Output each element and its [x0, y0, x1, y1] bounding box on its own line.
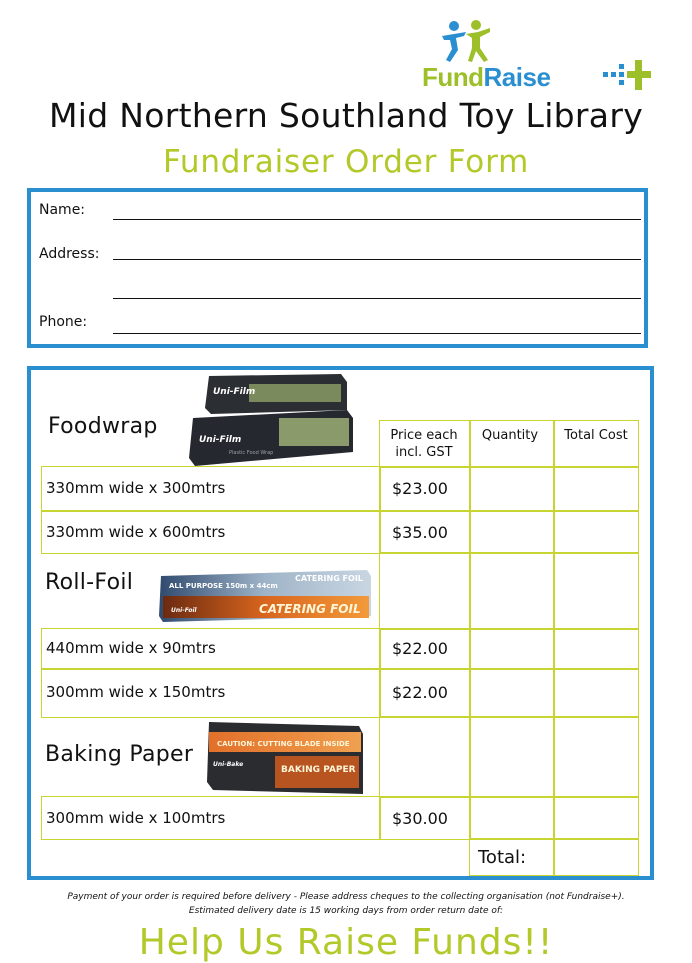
- item-description: 440mm wide x 90mtrs: [46, 639, 216, 657]
- foodwrap-boxes-image: [189, 374, 354, 468]
- total-cost-input[interactable]: [553, 510, 639, 554]
- svg-text:ALL PURPOSE 150m x 44cm: ALL PURPOSE 150m x 44cm: [169, 582, 278, 590]
- item-description: 330mm wide x 300mtrs: [46, 479, 226, 497]
- svg-text:Uni-Bake: Uni-Bake: [213, 761, 244, 768]
- item-price: $22.00: [392, 639, 448, 658]
- delivery-note: Estimated delivery date is 15 working days from order return date of:: [188, 906, 504, 916]
- total-column-label: Total Cost: [564, 428, 628, 443]
- total-cost-input[interactable]: [553, 796, 639, 840]
- price-cell-empty: [379, 716, 471, 798]
- quantity-input[interactable]: [469, 796, 555, 840]
- logo-raise-text: Raise: [483, 62, 551, 92]
- svg-text:CATERING FOIL: CATERING FOIL: [259, 602, 361, 616]
- quantity-cell-empty: [469, 552, 555, 630]
- price-column-label: Price each incl. GST: [390, 428, 458, 460]
- price-cell: [379, 668, 471, 718]
- total-label: Total:: [478, 847, 527, 868]
- fundraise-logo: [420, 20, 660, 90]
- payment-note: Payment of your order is required before delivery - Please address cheques to the collecting organisation (not Fundraise+).: [67, 892, 625, 902]
- quantity-input[interactable]: [469, 668, 555, 718]
- total-cost-input[interactable]: [553, 668, 639, 718]
- section-title-baking-paper: Baking Paper: [45, 742, 194, 767]
- item-price: $30.00: [392, 809, 448, 828]
- svg-text:Plastic Food Wrap: Plastic Food Wrap: [229, 450, 274, 456]
- item-description: 300mm wide x 150mtrs: [46, 683, 226, 701]
- item-price: $23.00: [392, 479, 448, 498]
- plus-dots-icon: [603, 60, 655, 90]
- section-title-foodwrap: Foodwrap: [48, 414, 158, 439]
- item-price: $22.00: [392, 683, 448, 702]
- item-description: 300mm wide x 100mtrs: [46, 809, 226, 827]
- item-price: $35.00: [392, 523, 448, 542]
- svg-text:Uni-Film: Uni-Film: [213, 387, 256, 397]
- price-cell: [379, 466, 471, 512]
- price-cell: [379, 510, 471, 554]
- baking-paper-box-image: [203, 720, 365, 798]
- quantity-cell-empty: [469, 716, 555, 798]
- table-row-desc: [41, 796, 381, 840]
- total-cell-empty: [553, 716, 639, 798]
- table-row-desc: [41, 628, 381, 670]
- address-field-line-2[interactable]: [113, 298, 641, 299]
- total-cell-empty: [553, 552, 639, 630]
- svg-text:BAKING PAPER: BAKING PAPER: [281, 765, 356, 775]
- name-label: Name:: [39, 202, 86, 218]
- section-title-roll-foil: Roll-Foil: [45, 570, 134, 595]
- table-row-desc: [41, 510, 381, 554]
- logo-fund-text: Fund: [422, 62, 484, 92]
- svg-text:Uni-Foil: Uni-Foil: [171, 607, 197, 614]
- customer-details-box: [27, 188, 648, 348]
- quantity-input[interactable]: [469, 628, 555, 670]
- catering-foil-box-image: [159, 570, 373, 622]
- quantity-column-label: Quantity: [481, 428, 539, 443]
- order-table-box: [27, 366, 654, 880]
- table-row-desc: [41, 466, 381, 512]
- total-label-cell: [469, 838, 555, 876]
- table-row-desc: [41, 668, 381, 718]
- address-field-line-1[interactable]: [113, 259, 641, 260]
- phone-field[interactable]: [113, 333, 641, 334]
- quantity-input[interactable]: [469, 466, 555, 512]
- price-column-header: [379, 420, 471, 468]
- name-field[interactable]: [113, 219, 641, 220]
- svg-text:CAUTION: CUTTING BLADE INSIDE: CAUTION: CUTTING BLADE INSIDE: [217, 740, 350, 748]
- price-cell: [379, 796, 471, 840]
- page-subtitle: Fundraiser Order Form: [162, 144, 530, 180]
- svg-text:Uni-Film: Uni-Film: [199, 435, 242, 445]
- item-description: 330mm wide x 600mtrs: [46, 523, 226, 541]
- phone-label: Phone:: [39, 314, 88, 330]
- slogan: Help Us Raise Funds!!: [138, 922, 554, 963]
- quantity-column-header: [469, 420, 555, 468]
- grand-total-input[interactable]: [553, 838, 639, 876]
- quantity-input[interactable]: [469, 510, 555, 554]
- logo-wordmark: [422, 62, 550, 93]
- total-column-header: [553, 420, 639, 468]
- page-title: Mid Northern Southland Toy Library: [48, 96, 644, 135]
- address-label: Address:: [39, 246, 100, 262]
- total-cost-input[interactable]: [553, 628, 639, 670]
- svg-text:CATERING FOIL: CATERING FOIL: [295, 574, 363, 583]
- price-cell-empty: [379, 552, 471, 630]
- price-cell: [379, 628, 471, 670]
- people-figures-icon: [436, 20, 496, 64]
- total-cost-input[interactable]: [553, 466, 639, 512]
